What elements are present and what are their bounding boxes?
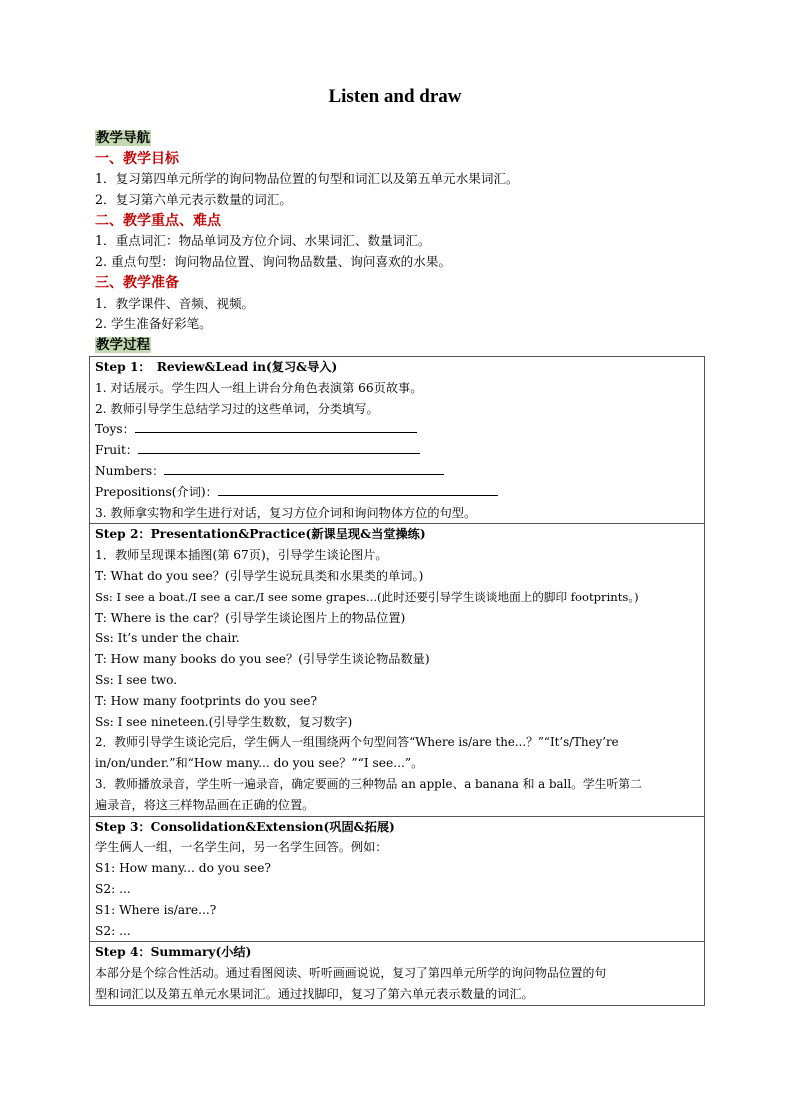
step3-line: 学生俩人一组，一名学生问，另一名学生回答。例如： — [95, 840, 388, 855]
fruit-row — [95, 440, 704, 461]
step2-line: T: How many footprints do you see? — [95, 693, 318, 708]
fruit-blank — [138, 441, 420, 454]
numbers-row — [95, 461, 704, 482]
process-heading: 教学过程 — [96, 336, 150, 353]
step2-line: Ss: I see a boat./I see a car./I see some grapes...(此时还要引导学生谈谈地面上的脚印 footprints。) — [95, 589, 639, 604]
step2-line: 3．教师播放录音，学生听一遍录音，确定要画的三种物品 an apple、a banana 和 a ball。学生听第二 — [95, 776, 642, 791]
step1-section — [90, 357, 704, 524]
prep-heading: 三、教学准备 — [95, 274, 179, 291]
page-title: Listen and draw — [328, 86, 462, 107]
toys-blank — [135, 420, 417, 433]
numbers-blank — [164, 462, 444, 475]
step4-line: 本部分是个综合性活动。通过看图阅读、听听画画说说，复习了第四单元所学的询问物品位置的句 — [95, 966, 607, 981]
step1-heading: Step 1： Review&Lead in(复习&导入) — [95, 360, 338, 374]
key-point-item: 2. 重点句型：询问物品位置、询问物品数量、询问喜欢的水果。 — [95, 254, 452, 270]
objective-item: 2．复习第六单元表示数量的词汇。 — [95, 192, 292, 208]
guide-heading: 教学导航 — [96, 130, 150, 146]
step2-line: T: How many books do you see？(引导学生谈论物品数量) — [95, 652, 430, 667]
step3-line: S2: ... — [95, 881, 131, 896]
step3-line: S1: How many... do you see? — [95, 861, 271, 876]
step2-line: 2．教师引导学生谈论完后，学生俩人一组围绕两个句型问答“Where is/are the...？”“It’s/They’re — [95, 735, 619, 750]
key-point-item: 1．重点词汇：物品单词及方位介词、水果词汇、数量词汇。 — [95, 233, 431, 249]
step3-line: S1: Where is/are...? — [95, 902, 217, 917]
process-table — [89, 356, 705, 1006]
prep-item: 1．教学课件、音频、视频。 — [95, 295, 255, 311]
objectives-heading: 一、教学目标 — [95, 150, 179, 167]
prepositions-row — [95, 482, 704, 503]
step4-heading: Step 4：Summary(小结) — [95, 945, 252, 960]
step1-line: 1. 对话展示。学生四人一组上讲台分角色表演第 66页故事。 — [95, 380, 423, 395]
step2-line: Ss: I see two. — [95, 672, 178, 687]
step2-line: T: Where is the car？(引导学生谈论图片上的物品位置) — [95, 610, 406, 625]
step2-line: T: What do you see？(引导学生说玩具类和水果类的单词。) — [95, 568, 424, 583]
step2-line: 1．教师呈现课本插图(第 67页)，引导学生谈论图片。 — [95, 548, 388, 563]
step4-section — [90, 942, 704, 1004]
step2-line: in/on/under.”和“How many... do you see？”“I see...”。 — [95, 756, 424, 771]
step3-line: S2: ... — [95, 923, 131, 938]
numbers-label: Numbers： — [95, 463, 165, 478]
prep-item: 2. 学生准备好彩笔。 — [95, 316, 212, 332]
objective-item: 1．复习第四单元所学的询问物品位置的句型和词汇以及第五单元水果词汇。 — [95, 171, 519, 187]
fruit-label: Fruit： — [95, 443, 139, 458]
prepositions-label: Prepositions(介词)： — [95, 484, 218, 499]
step2-line: Ss: I see nineteen.(引导学生数数，复习数字) — [95, 714, 353, 729]
step1-line: 3. 教师拿实物和学生进行对话，复习方位介词和询问物体方位的句型。 — [95, 505, 477, 520]
toys-row — [95, 419, 704, 440]
step3-section — [90, 817, 704, 943]
step4-line: 型和词汇以及第五单元水果词汇。通过找脚印，复习了第六单元表示数量的词汇。 — [95, 986, 534, 1001]
step2-section — [90, 524, 704, 816]
toys-label: Toys： — [95, 422, 135, 437]
step2-line: Ss: It’s under the chair. — [95, 631, 240, 646]
teaching-guide — [95, 128, 715, 356]
step3-heading: Step 3：Consolidation&Extension(巩固&拓展) — [95, 819, 395, 834]
step2-heading: Step 2：Presentation&Practice(新课呈现&当堂操练) — [95, 527, 426, 542]
step2-line: 遍录音，将这三样物品画在正确的位置。 — [95, 797, 315, 812]
key-points-heading: 二、教学重点、难点 — [95, 212, 221, 229]
step1-line: 2. 教师引导学生总结学习过的这些单词，分类填写。 — [95, 401, 379, 416]
prepositions-blank — [218, 483, 498, 496]
